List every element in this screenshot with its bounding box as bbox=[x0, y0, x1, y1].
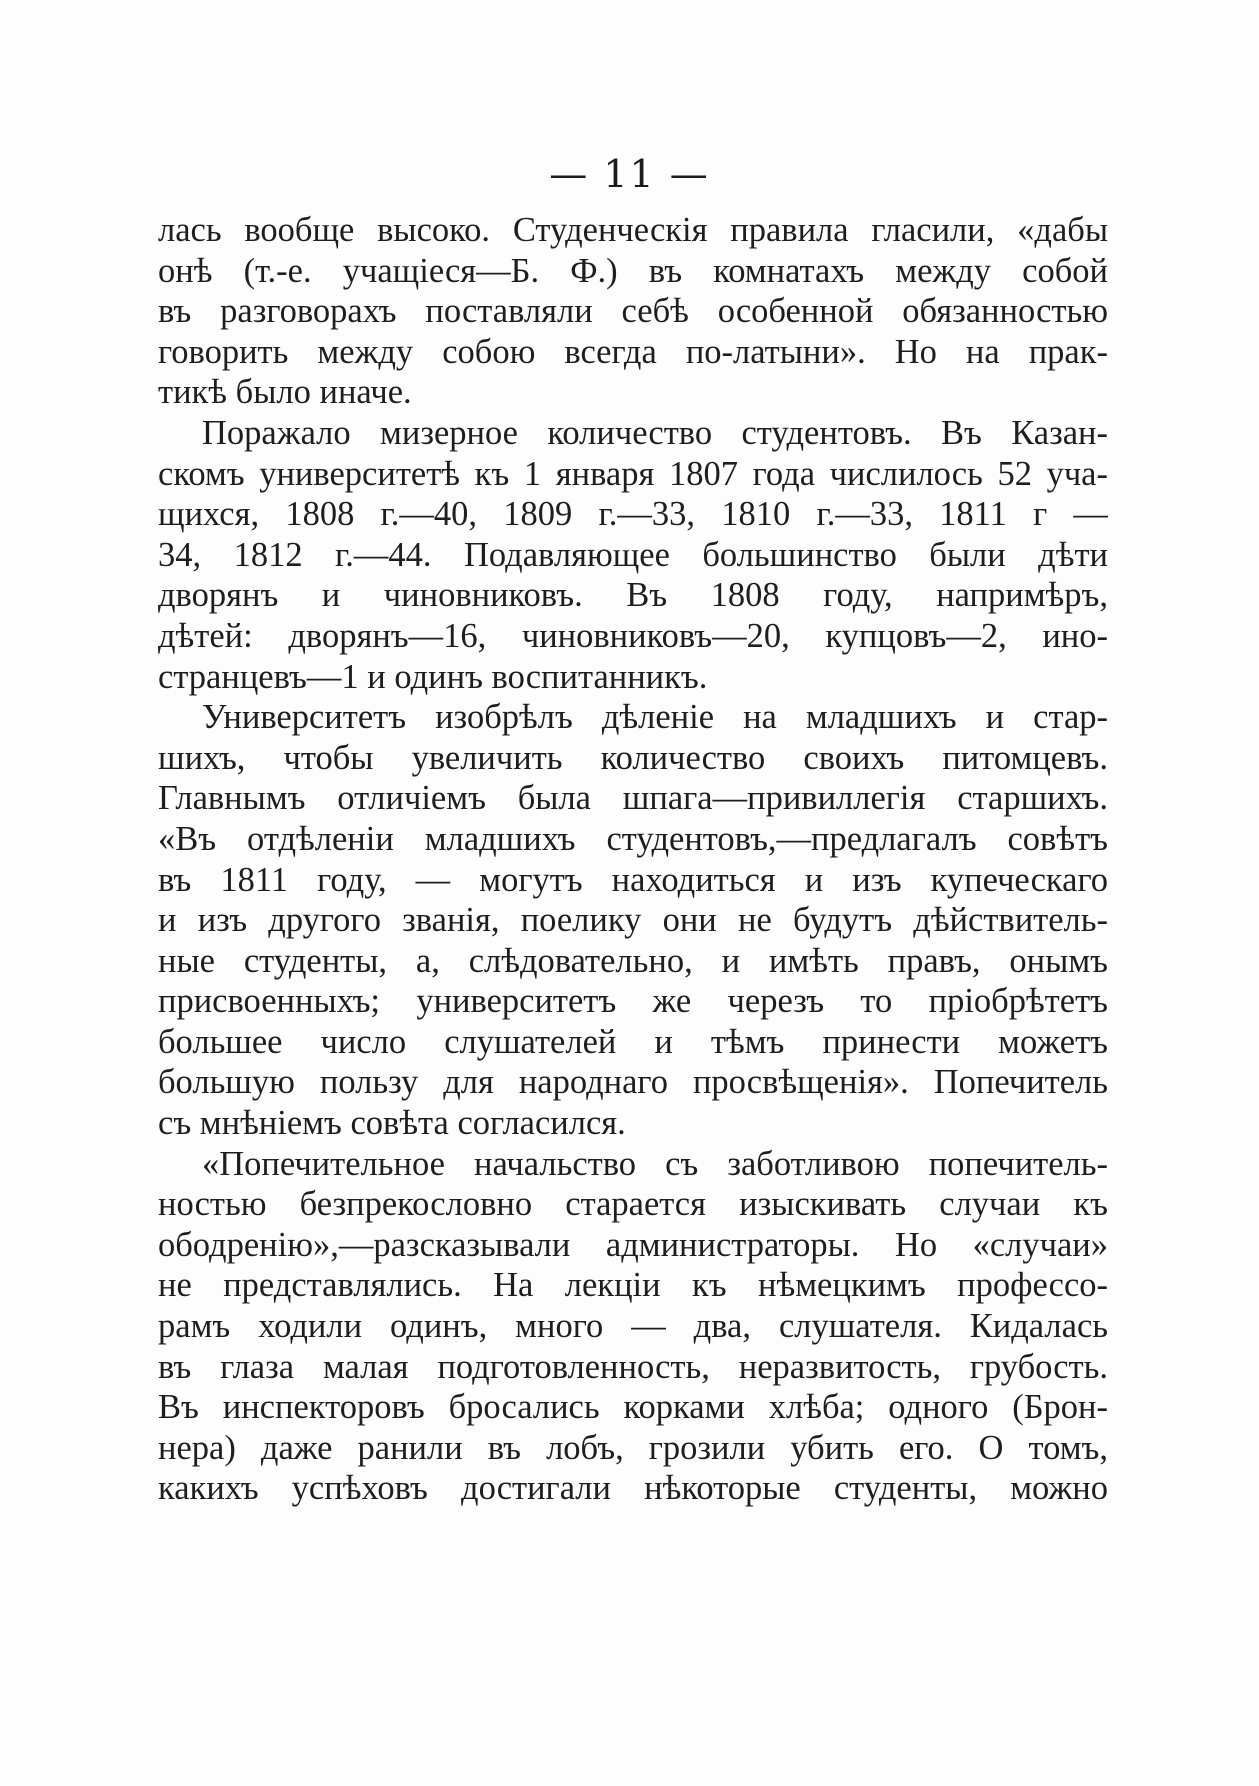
text-line: говорить между собою всегда по-латыни». Но на прак- bbox=[158, 332, 1108, 371]
text-line: «Попечительное начальство съ заботливою попечитель- bbox=[202, 1144, 1108, 1183]
text-line: Университетъ изобрѣлъ дѣленіе на младшихъ и стар- bbox=[202, 698, 1108, 737]
text-line: тикѣ было иначе. bbox=[158, 373, 412, 412]
text-line: въ разговорахъ поставляли себѣ особенной обязанностью bbox=[158, 292, 1108, 331]
text-line: присвоенныхъ; университетъ же черезъ то пріобрѣтетъ bbox=[158, 982, 1108, 1021]
paragraph-1 bbox=[158, 210, 1108, 413]
text-line: въ 1811 году, — могутъ находиться и изъ купеческаго bbox=[158, 860, 1108, 899]
text-line: «Въ отдѣленіи младшихъ студентовъ,—предлагалъ совѣтъ bbox=[158, 819, 1108, 858]
text-line: ободренію»,—разсказывали администраторы. Но «случаи» bbox=[158, 1225, 1108, 1264]
text-line: Въ инспекторовъ бросались корками хлѣба; одного (Брон- bbox=[158, 1388, 1108, 1427]
text-line: и изъ другого званія, поелику они не будутъ дѣйствитель- bbox=[158, 901, 1108, 940]
text-line: съ мнѣніемъ совѣта согласился. bbox=[158, 1104, 626, 1143]
text-line: въ глаза малая подготовленность, неразвитость, грубость. bbox=[158, 1347, 1108, 1386]
text-line: не представлялись. На лекціи къ нѣмецкимъ профессо- bbox=[158, 1266, 1108, 1305]
text-line: лась вообще высоко. Студенческія правила гласили, «дабы bbox=[158, 211, 1108, 249]
text-line: Главнымъ отличіемъ была шпага—привиллегія старшихъ. bbox=[158, 779, 1108, 818]
body-text bbox=[158, 210, 1108, 1509]
text-line: скомъ университетѣ къ 1 января 1807 года числилось 52 уча- bbox=[158, 454, 1108, 493]
text-line: онѣ (т.-е. учащіеся—Б. Ф.) въ комнатахъ между собой bbox=[158, 251, 1108, 290]
page-number: — 11 — bbox=[549, 152, 710, 196]
text-line: нера) даже ранили въ лобъ, грозили убить его. О томъ, bbox=[158, 1428, 1108, 1467]
text-line: ностью безпрекословно старается изыскивать случаи къ bbox=[158, 1185, 1108, 1224]
text-line: какихъ успѣховъ достигали нѣкоторые студенты, можно bbox=[158, 1469, 1108, 1508]
text-line: шихъ, чтобы увеличить количество своихъ питомцевъ. bbox=[158, 738, 1108, 777]
text-line: странцевъ—1 и одинъ воспитанникъ. bbox=[158, 657, 708, 696]
text-line: ные студенты, а, слѣдовательно, и имѣть правъ, онымъ bbox=[158, 941, 1108, 980]
text-line: большую пользу для народнаго просвѣщенія». Попечитель bbox=[158, 1063, 1108, 1102]
text-line: дворянъ и чиновниковъ. Въ 1808 году, напримѣръ, bbox=[158, 576, 1108, 615]
paragraph-4 bbox=[158, 1144, 1108, 1509]
text-line: 34, 1812 г.—44. Подавляющее большинство были дѣти bbox=[158, 535, 1108, 574]
paragraph-3 bbox=[158, 697, 1108, 1144]
text-line: Поражало мизерное количество студентовъ. Въ Казан- bbox=[202, 413, 1108, 452]
text-line: щихся, 1808 г.—40, 1809 г.—33, 1810 г.—33, 1811 г — bbox=[158, 495, 1108, 534]
text-line: большее число слушателей и тѣмъ принести можетъ bbox=[158, 1022, 1108, 1061]
paragraph-2 bbox=[158, 413, 1108, 697]
text-line: дѣтей: дворянъ—16, чиновниковъ—20, купцовъ—2, ино- bbox=[158, 616, 1108, 655]
text-line: рамъ ходили одинъ, много — два, слушателя. Кидалась bbox=[158, 1307, 1108, 1346]
